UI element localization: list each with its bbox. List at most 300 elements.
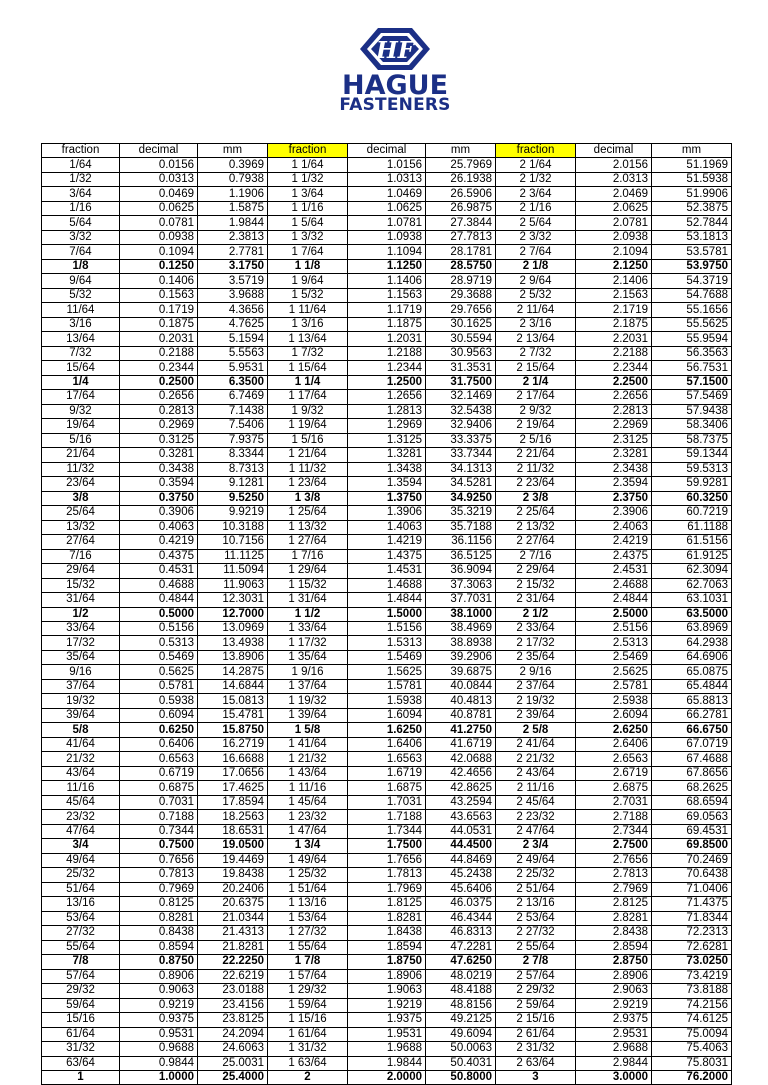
cell-decimal: 0.5313 bbox=[120, 636, 198, 650]
cell-fraction: 1 7/8 bbox=[268, 955, 348, 969]
cell-decimal: 0.0625 bbox=[120, 201, 198, 215]
table-row bbox=[42, 172, 732, 186]
cell-mm: 73.0250 bbox=[652, 955, 732, 969]
cell-fraction: 1 19/64 bbox=[268, 419, 348, 433]
cell-mm: 49.6094 bbox=[426, 1027, 496, 1041]
cell-fraction: 2 7/64 bbox=[496, 245, 576, 259]
cell-mm: 50.8000 bbox=[426, 1071, 496, 1085]
cell-mm: 57.5469 bbox=[652, 390, 732, 404]
cell-decimal: 1.0938 bbox=[348, 230, 426, 244]
cell-fraction: 1 23/64 bbox=[268, 477, 348, 491]
cell-mm: 10.7156 bbox=[198, 535, 268, 549]
cell-fraction: 1 7/64 bbox=[268, 245, 348, 259]
header-mm-2: mm bbox=[426, 144, 496, 158]
cell-fraction: 57/64 bbox=[42, 969, 120, 983]
header-decimal-2: decimal bbox=[348, 144, 426, 158]
cell-decimal: 2.5938 bbox=[576, 694, 652, 708]
cell-fraction: 23/64 bbox=[42, 477, 120, 491]
cell-decimal: 2.8438 bbox=[576, 926, 652, 940]
cell-fraction: 1/32 bbox=[42, 172, 120, 186]
cell-mm: 27.7813 bbox=[426, 230, 496, 244]
cell-fraction: 43/64 bbox=[42, 766, 120, 780]
cell-decimal: 1.1406 bbox=[348, 274, 426, 288]
cell-mm: 29.3688 bbox=[426, 288, 496, 302]
cell-mm: 39.2906 bbox=[426, 650, 496, 664]
cell-decimal: 0.2344 bbox=[120, 361, 198, 375]
cell-fraction: 1 31/32 bbox=[268, 1042, 348, 1056]
cell-mm: 51.5938 bbox=[652, 172, 732, 186]
cell-decimal: 1.2031 bbox=[348, 332, 426, 346]
cell-fraction: 2 3/8 bbox=[496, 491, 576, 505]
cell-decimal: 0.4688 bbox=[120, 578, 198, 592]
cell-mm: 57.1500 bbox=[652, 375, 732, 389]
cell-mm: 17.4625 bbox=[198, 781, 268, 795]
cell-mm: 22.6219 bbox=[198, 969, 268, 983]
cell-mm: 26.1938 bbox=[426, 172, 496, 186]
cell-mm: 36.9094 bbox=[426, 564, 496, 578]
cell-fraction: 1 27/32 bbox=[268, 926, 348, 940]
cell-mm: 61.1188 bbox=[652, 520, 732, 534]
cell-fraction: 5/32 bbox=[42, 288, 120, 302]
cell-mm: 53.5781 bbox=[652, 245, 732, 259]
cell-fraction: 2 25/32 bbox=[496, 868, 576, 882]
table-row bbox=[42, 955, 732, 969]
cell-mm: 15.0813 bbox=[198, 694, 268, 708]
cell-fraction: 2 61/64 bbox=[496, 1027, 576, 1041]
cell-fraction: 2 29/64 bbox=[496, 564, 576, 578]
cell-decimal: 0.3750 bbox=[120, 491, 198, 505]
cell-mm: 25.0031 bbox=[198, 1056, 268, 1070]
cell-fraction: 3/64 bbox=[42, 187, 120, 201]
cell-mm: 35.3219 bbox=[426, 506, 496, 520]
cell-fraction: 1 45/64 bbox=[268, 795, 348, 809]
cell-decimal: 0.0469 bbox=[120, 187, 198, 201]
header-decimal-3: decimal bbox=[576, 144, 652, 158]
cell-mm: 72.6281 bbox=[652, 940, 732, 954]
table-row bbox=[42, 158, 732, 172]
cell-fraction: 1 17/64 bbox=[268, 390, 348, 404]
cell-decimal: 2.7031 bbox=[576, 795, 652, 809]
cell-decimal: 2.5313 bbox=[576, 636, 652, 650]
cell-mm: 21.8281 bbox=[198, 940, 268, 954]
cell-mm: 28.5750 bbox=[426, 259, 496, 273]
cell-fraction: 15/32 bbox=[42, 578, 120, 592]
cell-mm: 39.6875 bbox=[426, 665, 496, 679]
cell-fraction: 2 37/64 bbox=[496, 679, 576, 693]
cell-fraction: 1 9/64 bbox=[268, 274, 348, 288]
cell-fraction: 1 11/16 bbox=[268, 781, 348, 795]
cell-mm: 2.7781 bbox=[198, 245, 268, 259]
cell-fraction: 2 1/4 bbox=[496, 375, 576, 389]
cell-fraction: 13/32 bbox=[42, 520, 120, 534]
cell-mm: 1.9844 bbox=[198, 216, 268, 230]
cell-fraction: 1 7/32 bbox=[268, 346, 348, 360]
cell-fraction: 2 9/64 bbox=[496, 274, 576, 288]
cell-decimal: 0.7188 bbox=[120, 810, 198, 824]
cell-mm: 73.8188 bbox=[652, 984, 732, 998]
cell-mm: 47.2281 bbox=[426, 940, 496, 954]
table-row bbox=[42, 810, 732, 824]
cell-mm: 5.1594 bbox=[198, 332, 268, 346]
cell-decimal: 0.5156 bbox=[120, 621, 198, 635]
hague-fasteners-logo bbox=[320, 26, 470, 116]
cell-decimal: 0.1250 bbox=[120, 259, 198, 273]
cell-fraction: 1/64 bbox=[42, 158, 120, 172]
cell-mm: 13.8906 bbox=[198, 650, 268, 664]
cell-decimal: 0.3594 bbox=[120, 477, 198, 491]
cell-decimal: 1.4531 bbox=[348, 564, 426, 578]
cell-mm: 61.5156 bbox=[652, 535, 732, 549]
hf-monogram-icon bbox=[358, 26, 432, 72]
cell-mm: 58.7375 bbox=[652, 433, 732, 447]
table-row bbox=[42, 462, 732, 476]
cell-fraction: 1 3/32 bbox=[268, 230, 348, 244]
cell-mm: 20.6375 bbox=[198, 897, 268, 911]
cell-fraction: 1 39/64 bbox=[268, 708, 348, 722]
cell-mm: 31.7500 bbox=[426, 375, 496, 389]
cell-mm: 46.0375 bbox=[426, 897, 496, 911]
cell-decimal: 0.0781 bbox=[120, 216, 198, 230]
table-row bbox=[42, 593, 732, 607]
cell-fraction: 2 3/32 bbox=[496, 230, 576, 244]
cell-decimal: 2.2969 bbox=[576, 419, 652, 433]
cell-mm: 23.0188 bbox=[198, 984, 268, 998]
cell-fraction: 1 53/64 bbox=[268, 911, 348, 925]
cell-fraction: 1 61/64 bbox=[268, 1027, 348, 1041]
cell-decimal: 0.7813 bbox=[120, 868, 198, 882]
cell-fraction: 3/32 bbox=[42, 230, 120, 244]
cell-fraction: 1 31/64 bbox=[268, 593, 348, 607]
table-row bbox=[42, 520, 732, 534]
cell-decimal: 0.6563 bbox=[120, 752, 198, 766]
cell-fraction: 2 13/32 bbox=[496, 520, 576, 534]
cell-fraction: 2 47/64 bbox=[496, 824, 576, 838]
cell-fraction: 1 1/64 bbox=[268, 158, 348, 172]
cell-decimal: 0.9688 bbox=[120, 1042, 198, 1056]
cell-fraction: 25/64 bbox=[42, 506, 120, 520]
cell-mm: 32.1469 bbox=[426, 390, 496, 404]
cell-decimal: 0.8750 bbox=[120, 955, 198, 969]
cell-mm: 2.3813 bbox=[198, 230, 268, 244]
cell-mm: 55.9594 bbox=[652, 332, 732, 346]
cell-mm: 37.3063 bbox=[426, 578, 496, 592]
cell-decimal: 2.5469 bbox=[576, 650, 652, 664]
cell-mm: 52.3875 bbox=[652, 201, 732, 215]
cell-fraction: 17/64 bbox=[42, 390, 120, 404]
cell-decimal: 1.9375 bbox=[348, 1013, 426, 1027]
cell-mm: 65.0875 bbox=[652, 665, 732, 679]
cell-decimal: 2.4688 bbox=[576, 578, 652, 592]
table-row bbox=[42, 317, 732, 331]
cell-mm: 20.2406 bbox=[198, 882, 268, 896]
cell-mm: 25.4000 bbox=[198, 1071, 268, 1085]
table-row bbox=[42, 491, 732, 505]
cell-fraction: 2 7/32 bbox=[496, 346, 576, 360]
cell-mm: 43.6563 bbox=[426, 810, 496, 824]
cell-fraction: 2 11/32 bbox=[496, 462, 576, 476]
cell-decimal: 1.7656 bbox=[348, 853, 426, 867]
cell-decimal: 2.9063 bbox=[576, 984, 652, 998]
cell-decimal: 1.9219 bbox=[348, 998, 426, 1012]
cell-mm: 6.3500 bbox=[198, 375, 268, 389]
cell-fraction: 2 19/64 bbox=[496, 419, 576, 433]
cell-mm: 11.9063 bbox=[198, 578, 268, 592]
cell-fraction: 2 3/4 bbox=[496, 839, 576, 853]
cell-mm: 18.2563 bbox=[198, 810, 268, 824]
cell-fraction: 1/2 bbox=[42, 607, 120, 621]
table-row bbox=[42, 259, 732, 273]
cell-decimal: 0.6719 bbox=[120, 766, 198, 780]
cell-fraction: 21/32 bbox=[42, 752, 120, 766]
cell-mm: 48.0219 bbox=[426, 969, 496, 983]
table-row bbox=[42, 969, 732, 983]
cell-decimal: 0.6250 bbox=[120, 723, 198, 737]
cell-mm: 71.8344 bbox=[652, 911, 732, 925]
cell-fraction: 29/32 bbox=[42, 984, 120, 998]
cell-decimal: 0.8125 bbox=[120, 897, 198, 911]
cell-decimal: 0.4844 bbox=[120, 593, 198, 607]
cell-fraction: 15/16 bbox=[42, 1013, 120, 1027]
cell-mm: 71.0406 bbox=[652, 882, 732, 896]
table-row bbox=[42, 404, 732, 418]
cell-decimal: 2.0469 bbox=[576, 187, 652, 201]
monogram-text: HF bbox=[375, 37, 415, 64]
table-row bbox=[42, 766, 732, 780]
cell-decimal: 1.8594 bbox=[348, 940, 426, 954]
cell-mm: 51.9906 bbox=[652, 187, 732, 201]
table-row bbox=[42, 245, 732, 259]
cell-fraction: 3/4 bbox=[42, 839, 120, 853]
cell-fraction: 1 13/64 bbox=[268, 332, 348, 346]
cell-fraction: 1 27/64 bbox=[268, 535, 348, 549]
cell-decimal: 1.1563 bbox=[348, 288, 426, 302]
cell-fraction: 29/64 bbox=[42, 564, 120, 578]
cell-fraction: 27/32 bbox=[42, 926, 120, 940]
cell-decimal: 1.6406 bbox=[348, 737, 426, 751]
cell-fraction: 2 9/32 bbox=[496, 404, 576, 418]
cell-decimal: 0.7969 bbox=[120, 882, 198, 896]
cell-fraction: 3 bbox=[496, 1071, 576, 1085]
cell-fraction: 1 25/64 bbox=[268, 506, 348, 520]
cell-fraction: 2 5/16 bbox=[496, 433, 576, 447]
cell-fraction: 2 23/32 bbox=[496, 810, 576, 824]
cell-decimal: 2.4063 bbox=[576, 520, 652, 534]
cell-mm: 41.2750 bbox=[426, 723, 496, 737]
cell-decimal: 1.2500 bbox=[348, 375, 426, 389]
cell-mm: 48.8156 bbox=[426, 998, 496, 1012]
cell-mm: 53.9750 bbox=[652, 259, 732, 273]
cell-mm: 9.9219 bbox=[198, 506, 268, 520]
cell-decimal: 1.8438 bbox=[348, 926, 426, 940]
cell-mm: 34.9250 bbox=[426, 491, 496, 505]
cell-fraction: 2 1/8 bbox=[496, 259, 576, 273]
cell-mm: 51.1969 bbox=[652, 158, 732, 172]
cell-mm: 14.2875 bbox=[198, 665, 268, 679]
cell-fraction: 2 1/64 bbox=[496, 158, 576, 172]
cell-fraction: 1 33/64 bbox=[268, 621, 348, 635]
cell-mm: 38.1000 bbox=[426, 607, 496, 621]
cell-mm: 70.2469 bbox=[652, 853, 732, 867]
table-row bbox=[42, 564, 732, 578]
cell-fraction: 21/64 bbox=[42, 448, 120, 462]
cell-decimal: 0.2188 bbox=[120, 346, 198, 360]
cell-mm: 27.3844 bbox=[426, 216, 496, 230]
cell-mm: 61.9125 bbox=[652, 549, 732, 563]
cell-mm: 62.3094 bbox=[652, 564, 732, 578]
cell-mm: 31.3531 bbox=[426, 361, 496, 375]
cell-mm: 56.3563 bbox=[652, 346, 732, 360]
cell-decimal: 1.2813 bbox=[348, 404, 426, 418]
cell-decimal: 2.7188 bbox=[576, 810, 652, 824]
cell-mm: 34.5281 bbox=[426, 477, 496, 491]
cell-mm: 11.5094 bbox=[198, 564, 268, 578]
cell-mm: 1.5875 bbox=[198, 201, 268, 215]
table-row bbox=[42, 375, 732, 389]
cell-fraction: 47/64 bbox=[42, 824, 120, 838]
cell-mm: 67.8656 bbox=[652, 766, 732, 780]
cell-decimal: 2.3281 bbox=[576, 448, 652, 462]
cell-fraction: 2 25/64 bbox=[496, 506, 576, 520]
cell-decimal: 2.8750 bbox=[576, 955, 652, 969]
cell-mm: 4.3656 bbox=[198, 303, 268, 317]
table-row bbox=[42, 303, 732, 317]
cell-decimal: 2.9531 bbox=[576, 1027, 652, 1041]
cell-fraction: 19/32 bbox=[42, 694, 120, 708]
cell-mm: 50.4031 bbox=[426, 1056, 496, 1070]
cell-decimal: 2.3438 bbox=[576, 462, 652, 476]
cell-fraction: 2 41/64 bbox=[496, 737, 576, 751]
cell-mm: 70.6438 bbox=[652, 868, 732, 882]
header-decimal-1: decimal bbox=[120, 144, 198, 158]
cell-decimal: 1.4375 bbox=[348, 549, 426, 563]
cell-fraction: 2 11/16 bbox=[496, 781, 576, 795]
cell-fraction: 2 59/64 bbox=[496, 998, 576, 1012]
cell-fraction: 51/64 bbox=[42, 882, 120, 896]
cell-fraction: 33/64 bbox=[42, 621, 120, 635]
cell-fraction: 2 51/64 bbox=[496, 882, 576, 896]
cell-decimal: 2.1563 bbox=[576, 288, 652, 302]
conversion-table bbox=[41, 143, 732, 1085]
cell-mm: 46.4344 bbox=[426, 911, 496, 925]
cell-decimal: 0.1719 bbox=[120, 303, 198, 317]
cell-fraction: 1 5/32 bbox=[268, 288, 348, 302]
brand-name-line2: FASTENERS bbox=[339, 95, 451, 115]
cell-mm: 75.8031 bbox=[652, 1056, 732, 1070]
cell-decimal: 2.8281 bbox=[576, 911, 652, 925]
table-body bbox=[42, 158, 732, 1085]
cell-decimal: 2.6719 bbox=[576, 766, 652, 780]
cell-mm: 5.9531 bbox=[198, 361, 268, 375]
cell-decimal: 2.2500 bbox=[576, 375, 652, 389]
table-row bbox=[42, 332, 732, 346]
cell-decimal: 1.9844 bbox=[348, 1056, 426, 1070]
cell-fraction: 1 3/4 bbox=[268, 839, 348, 853]
cell-decimal: 1.0625 bbox=[348, 201, 426, 215]
cell-mm: 36.5125 bbox=[426, 549, 496, 563]
cell-decimal: 1.6719 bbox=[348, 766, 426, 780]
cell-mm: 40.4813 bbox=[426, 694, 496, 708]
cell-mm: 60.3250 bbox=[652, 491, 732, 505]
cell-fraction: 2 55/64 bbox=[496, 940, 576, 954]
cell-fraction: 15/64 bbox=[42, 361, 120, 375]
cell-mm: 57.9438 bbox=[652, 404, 732, 418]
cell-mm: 65.8813 bbox=[652, 694, 732, 708]
cell-fraction: 2 31/32 bbox=[496, 1042, 576, 1056]
cell-decimal: 0.3125 bbox=[120, 433, 198, 447]
cell-decimal: 0.2500 bbox=[120, 375, 198, 389]
cell-fraction: 2 15/16 bbox=[496, 1013, 576, 1027]
cell-decimal: 2.4219 bbox=[576, 535, 652, 549]
cell-mm: 35.7188 bbox=[426, 520, 496, 534]
cell-decimal: 1.0000 bbox=[120, 1071, 198, 1085]
cell-decimal: 1.6875 bbox=[348, 781, 426, 795]
cell-mm: 45.2438 bbox=[426, 868, 496, 882]
cell-fraction: 2 21/32 bbox=[496, 752, 576, 766]
cell-mm: 64.6906 bbox=[652, 650, 732, 664]
cell-mm: 75.0094 bbox=[652, 1027, 732, 1041]
cell-decimal: 0.5469 bbox=[120, 650, 198, 664]
table-row bbox=[42, 448, 732, 462]
cell-fraction: 23/32 bbox=[42, 810, 120, 824]
cell-mm: 23.4156 bbox=[198, 998, 268, 1012]
table-row bbox=[42, 535, 732, 549]
cell-mm: 21.4313 bbox=[198, 926, 268, 940]
cell-mm: 28.9719 bbox=[426, 274, 496, 288]
table-row bbox=[42, 549, 732, 563]
cell-decimal: 1.2344 bbox=[348, 361, 426, 375]
cell-decimal: 0.1563 bbox=[120, 288, 198, 302]
cell-mm: 0.7938 bbox=[198, 172, 268, 186]
cell-mm: 71.4375 bbox=[652, 897, 732, 911]
cell-decimal: 2.9844 bbox=[576, 1056, 652, 1070]
cell-decimal: 2.8594 bbox=[576, 940, 652, 954]
cell-mm: 18.6531 bbox=[198, 824, 268, 838]
cell-fraction: 1 35/64 bbox=[268, 650, 348, 664]
cell-decimal: 1.8281 bbox=[348, 911, 426, 925]
cell-decimal: 2.2188 bbox=[576, 346, 652, 360]
cell-mm: 28.1781 bbox=[426, 245, 496, 259]
cell-mm: 24.2094 bbox=[198, 1027, 268, 1041]
table-row bbox=[42, 506, 732, 520]
cell-mm: 34.1313 bbox=[426, 462, 496, 476]
cell-fraction: 2 bbox=[268, 1071, 348, 1085]
cell-decimal: 2.4531 bbox=[576, 564, 652, 578]
table-row bbox=[42, 1071, 732, 1085]
cell-fraction: 2 29/32 bbox=[496, 984, 576, 998]
cell-decimal: 1.9688 bbox=[348, 1042, 426, 1056]
cell-decimal: 2.7656 bbox=[576, 853, 652, 867]
cell-decimal: 2.1094 bbox=[576, 245, 652, 259]
cell-decimal: 0.7656 bbox=[120, 853, 198, 867]
cell-fraction: 27/64 bbox=[42, 535, 120, 549]
brand-name-line1: HAGUE bbox=[341, 70, 449, 101]
cell-mm: 37.7031 bbox=[426, 593, 496, 607]
table-row bbox=[42, 1027, 732, 1041]
cell-mm: 16.6688 bbox=[198, 752, 268, 766]
cell-fraction: 2 15/64 bbox=[496, 361, 576, 375]
cell-decimal: 1.7188 bbox=[348, 810, 426, 824]
cell-decimal: 1.1875 bbox=[348, 317, 426, 331]
cell-decimal: 2.1875 bbox=[576, 317, 652, 331]
cell-fraction: 2 31/64 bbox=[496, 593, 576, 607]
cell-fraction: 2 3/64 bbox=[496, 187, 576, 201]
cell-decimal: 2.5625 bbox=[576, 665, 652, 679]
cell-fraction: 1 5/16 bbox=[268, 433, 348, 447]
cell-fraction: 2 23/64 bbox=[496, 477, 576, 491]
table-row bbox=[42, 216, 732, 230]
table-row bbox=[42, 868, 732, 882]
cell-fraction: 1 5/8 bbox=[268, 723, 348, 737]
